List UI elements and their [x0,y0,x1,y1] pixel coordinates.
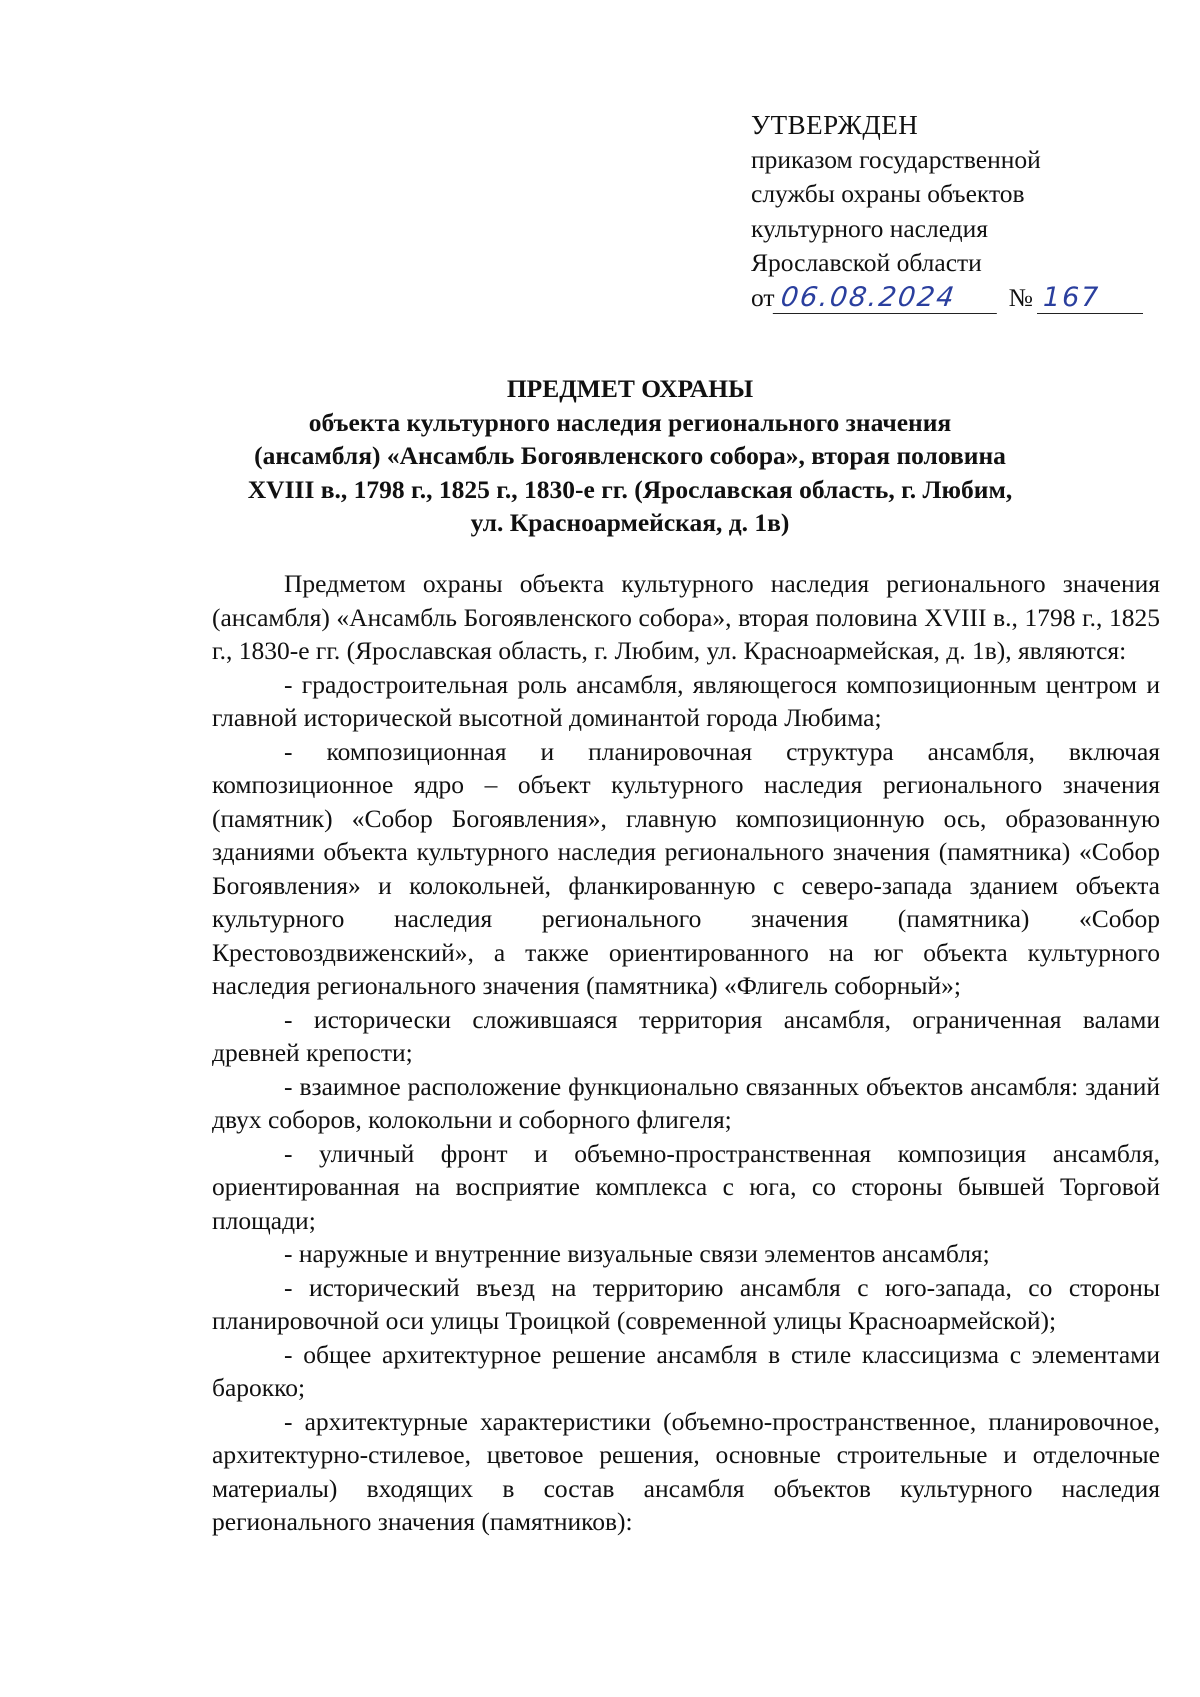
approval-date-line [751,281,1143,317]
title-line: объекта культурного наследия регионального значения [308,407,952,437]
protection-item: - исторический въезд на территорию ансамбля с юго-запада, со стороны планировочной оси улицы Троицкой (современной улицы Красноармейской); [212,1272,1160,1335]
protection-item: - композиционная и планировочная структура ансамбля, включая композиционное ядро – объект культурного наследия регионального значения (памятник) «Собор Богоявления», главную композиционную ось, образованную зданиями объекта культурного наследия регионального значения (памятника) «Собор Богоявления» и колокольней, фланкированную с северо-запада зданием объекта культурного наследия регионального значения (памятника) «Собор Крестовоздвиженский», а также ориентированного на юг объекта культурного наследия регионального значения (памятника) «Флигель соборный»; [212,736,1160,1000]
protection-item: - исторически сложившаяся территория ансамбля, ограниченная валами древней крепости; [212,1004,1160,1067]
date-prefix: от [751,282,775,312]
number-field [1037,282,1143,314]
approval-stamp [751,108,1143,317]
date-field [772,282,1000,314]
approval-heading: УТВЕРЖДЕН [751,110,919,140]
protection-item: - наружные и внутренние визуальные связи элементов ансамбля; [284,1239,990,1268]
title-line: (ансамбля) «Ансамбль Богоявленского собора», вторая половина [254,441,1006,470]
title-main: ПРЕДМЕТ ОХРАНЫ [506,374,754,403]
approval-line: Ярославской области [751,248,982,277]
approval-line: службы охраны объектов [751,179,1025,208]
protection-item: - общее архитектурное решение ансамбля в стиле классицизма с элементами барокко; [212,1339,1160,1402]
handwritten-date: 06.08.2024 [778,281,958,313]
title-line: XVIII в., 1798 г., 1825 г., 1830-е гг. (Ярославская область, г. Любим, [247,474,1013,504]
protection-item: - уличный фронт и объемно-пространственная композиция ансамбля, ориентированная на восприятие комплекса с юга, со стороны бывшей Торговой площади; [212,1138,1160,1235]
approval-line: приказом государственной [751,144,1041,174]
approval-line: культурного наследия [751,213,989,243]
document-title [180,372,1080,540]
protection-item: - архитектурные характеристики (объемно-пространственное, планировочное, архитектурно-стилевое, цветовое решения, основные строительные и отделочные материалы) входящих в состав ансамбля объектов культурного наследия регионального значения (памятников): [212,1406,1160,1536]
protection-item: - взаимное расположение функционально связанных объектов ансамбля: зданий двух соборов, колокольни и соборного флигеля; [212,1071,1160,1134]
document-body [212,567,1160,1539]
title-line: ул. Красноармейская, д. 1в) [470,508,790,537]
handwritten-number: 167 [1042,281,1101,313]
intro-paragraph: Предметом охраны объекта культурного наследия регионального значения (ансамбля) «Ансамбль Богоявленского собора», вторая половина XVIII в., 1798 г., 1825 г., 1830-е гг. (Ярославская область, г. Любим, ул. Красноармейская, д. 1в), являются: [212,569,1160,665]
protection-item: - градостроительная роль ансамбля, являющегося композиционным центром и главной исторической высотной доминантой города Любима; [212,669,1160,732]
number-label: № [1008,282,1033,312]
